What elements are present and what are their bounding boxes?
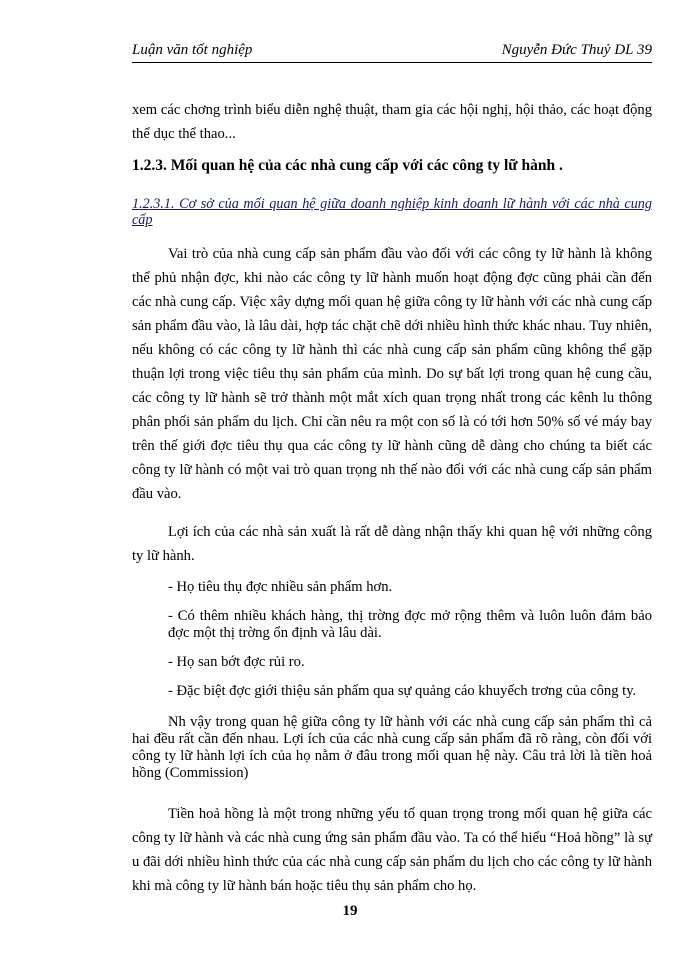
bullet-item: - Đặc biệt đợc giới thiệu sản phẩm qua sự quảng cáo khuyếch trơng của công ty. [168, 683, 637, 699]
paragraph-mutual-need: Nh vậy trong quan hệ giữa công ty lữ hành với các nhà cung cấp sản phẩm thì cả hai đều rất cần đến nhau. Lợi ích của các nhà cung cấp sản phẩm đã rõ ràng, còn đối với công ty lữ hành lợi ích của họ nằm ở đâu trong mối quan hệ này. Câu trả lời là tiền hoả hồng (Commission) [132, 714, 652, 781]
header-thesis-title: Luận văn tốt nghiệp [132, 42, 253, 58]
bullet-item: - Họ tiêu thụ đợc nhiều sản phẩm hơn. [168, 579, 393, 595]
intro-paragraph: xem các chơng trình biểu diễn nghệ thuật, tham gia các hội nghị, hội thảo, các hoạt động thể dục thể thao... [132, 102, 652, 142]
paragraph-commission: Tiền hoả hồng là một trong những yếu tố quan trọng trong mối quan hệ giữa các công ty lữ hành và các nhà cung ứng sản phẩm đầu vào. Ta có thể hiểu “Hoả hồng” là sự u đãi dới nhiều hình thức của các nhà cung cấp sản phẩm du lịch cho các công ty lữ hành khi mà công ty lữ hành bán hoặc tiêu thụ sản phẩm cho họ. [132, 806, 652, 894]
header-author: Nguyễn Đức Thuỷ DL 39 [501, 42, 652, 58]
bullet-item: - Có thêm nhiều khách hàng, thị trờng đợc mở rộng thêm và luôn luôn đảm bảo đợc một thị trờng ổn định và lâu dài. [168, 608, 652, 641]
page-body [132, 98, 652, 898]
page-header [132, 40, 652, 63]
page-number: 19 [342, 903, 358, 919]
paragraph-producer-benefits: Lợi ích của các nhà sản xuất là rất dễ dàng nhận thấy khi quan hệ với những công ty lữ hành. [132, 524, 652, 564]
subsection-heading[interactable]: 1.2.3.1. Cơ sở của mối quan hệ giữa doanh nghiệp kinh doanh lữ hành với các nhà cung cấp [132, 196, 652, 228]
paragraph-supplier-role: Vai trò của nhà cung cấp sản phẩm đầu vào đối với các công ty lữ hành là không thể phủ nhận đợc, khi nào các công ty lữ hành muốn hoạt động đợc cũng phải cần đến các nhà cung cấp. Việc xây dựng mối quan hệ giữa công ty lữ hành với các nhà cung cấp sản phẩm đầu vào, là lâu dài, hợp tác chặt chẽ dới nhiều hình thức khác nhau. Tuy nhiên, nếu không có các công ty lữ hành thì các nhà cung cấp sản phẩm cũng không thể gặp thuận lợi trong việc tiêu thụ sản phẩm của mình. Do sự bất lợi trong quan hệ cung cầu, các công ty lữ hành sẽ trở thành một mắt xích quan trọng nhất trong các kênh lu thông phân phối sản phẩm du lịch. Chỉ cần nêu ra một con số là có tới hơn 50% số vé máy bay trên thế giới đợc tiêu thụ qua các công ty lữ hành cũng dễ dàng cho chúng ta biết các công ty lữ hành có một vai trò quan trọng nh thế nào đối với các nhà cung cấp sản phẩm đầu vào. [132, 246, 652, 502]
bullet-item: - Họ san bớt đợc rủi ro. [168, 654, 305, 670]
section-heading: 1.2.3. Mối quan hệ của các nhà cung cấp với các công ty lữ hành . [132, 157, 563, 174]
